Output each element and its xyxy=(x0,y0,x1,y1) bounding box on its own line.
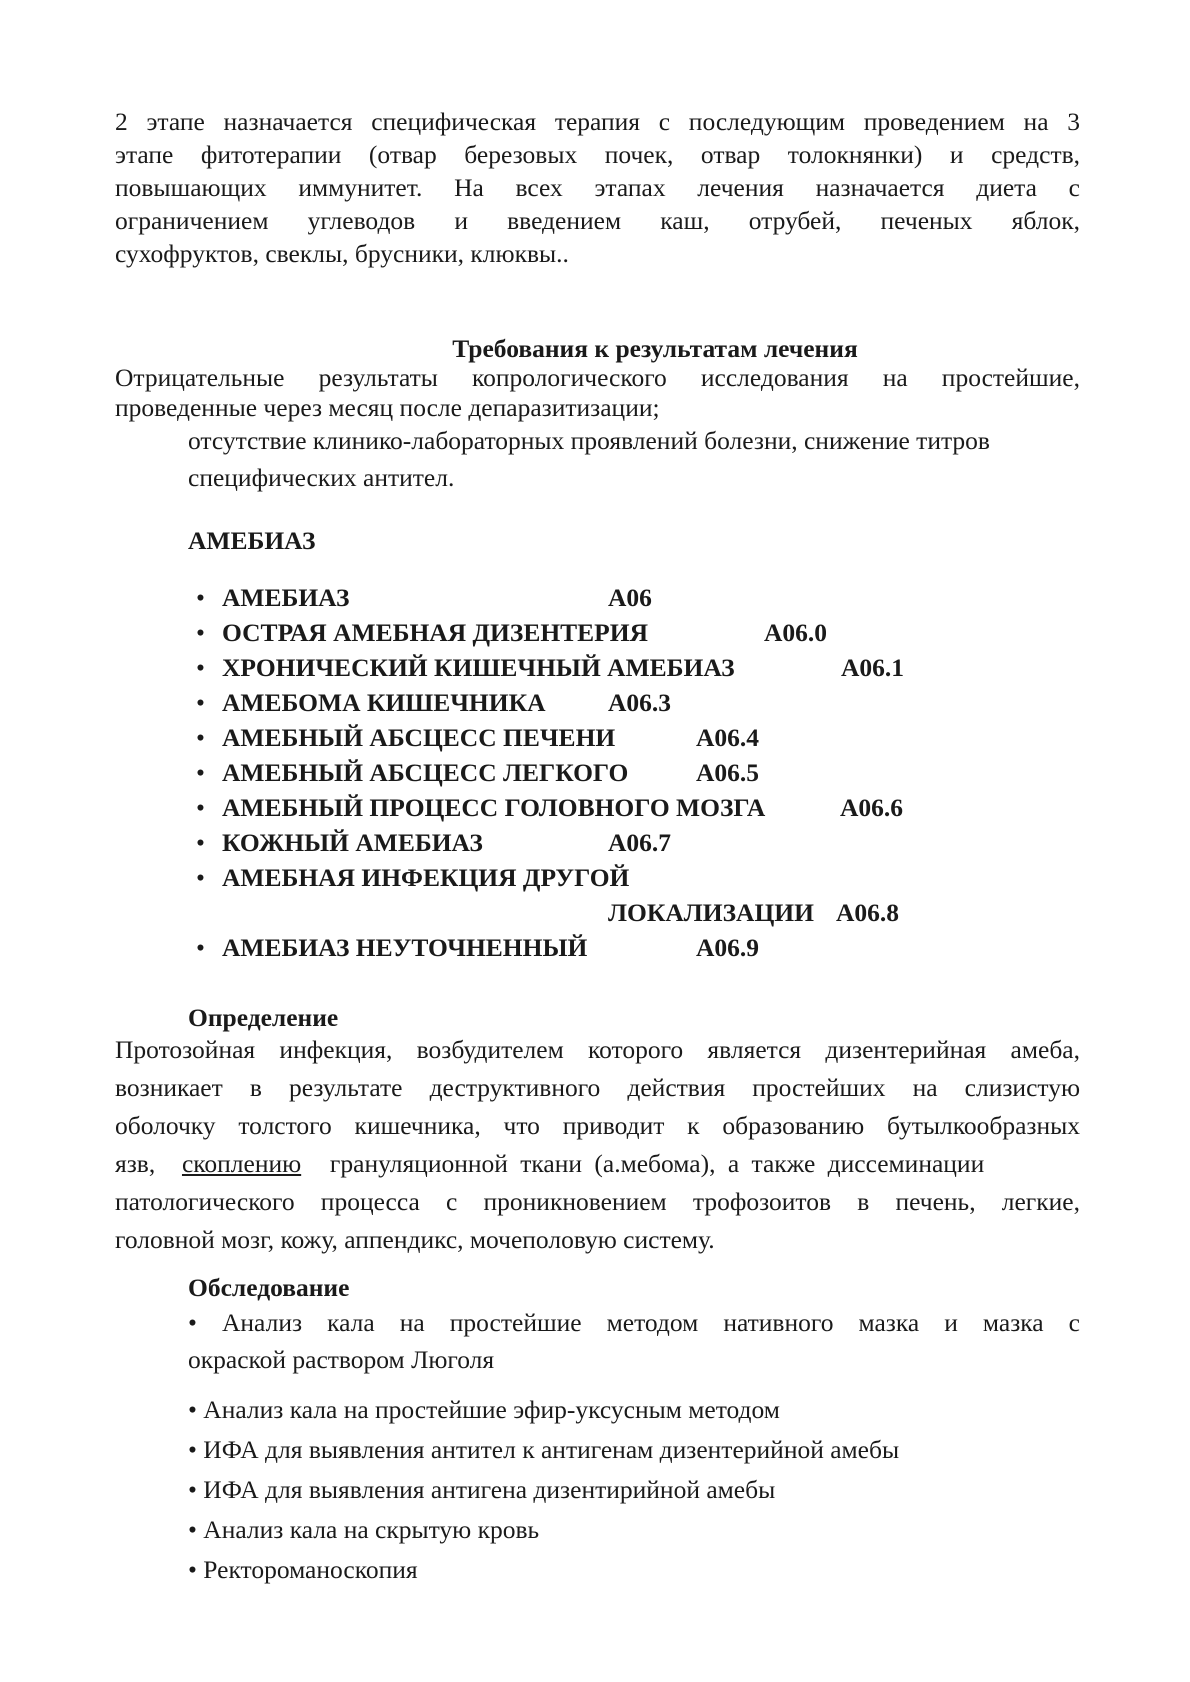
disease-name: ХРОНИЧЕСКИЙ КИШЕЧНЫЙ АМЕБИАЗ xyxy=(222,653,735,682)
definition-line-6: головной мозг, кожу, аппендикс, мочеполовую систему. xyxy=(115,1225,715,1254)
bullet-icon: • xyxy=(196,583,205,612)
intro-line-2: этапе фитотерапии (отвар березовых почек, отвар толокнянки) и средств, xyxy=(115,140,1080,169)
disease-name: АМЕБИАЗ НЕУТОЧНЕННЫЙ xyxy=(222,933,588,962)
disease-name: ЛОКАЛИЗАЦИИ xyxy=(608,898,814,927)
amebiasis-heading: АМЕБИАЗ xyxy=(188,526,316,555)
definition-line-1: Протозойная инфекция, возбудителем которого является дизентерийная амеба, xyxy=(115,1035,1080,1064)
disease-code: А06.3 xyxy=(608,688,672,717)
definition-line-4-rest: грануляционной ткани (а.мебома), а также диссеминации xyxy=(329,1149,985,1178)
bullet-icon: • xyxy=(196,723,205,752)
definition-line-5: патологического процесса с проникновением трофозоитов в печень, легкие, xyxy=(115,1187,1080,1216)
definition-underlined-word: скоплению xyxy=(181,1149,302,1178)
requirements-line-1: Отрицательные результаты копрологического исследования на простейшие, xyxy=(115,363,1080,392)
bullet-icon: • xyxy=(196,618,205,647)
exam-item-6: • Ректороманоскопия xyxy=(188,1555,418,1584)
disease-name: АМЕБНАЯ ИНФЕКЦИЯ ДРУГОЙ xyxy=(222,863,630,892)
definition-line-4-prefix: язв, xyxy=(115,1149,156,1178)
disease-code: А06.8 xyxy=(836,898,900,927)
intro-line-5: сухофруктов, свеклы, брусники, клюквы.. xyxy=(115,239,569,268)
bullet-icon: • xyxy=(196,688,205,717)
intro-line-1: 2 этапе назначается специфическая терапия с последующим проведением на 3 xyxy=(115,107,1080,136)
bullet-icon: • xyxy=(196,933,205,962)
bullet-icon: • xyxy=(196,758,205,787)
requirements-line-4: специфических антител. xyxy=(188,463,455,492)
exam-item-4: • ИФА для выявления антигена дизентирийной амебы xyxy=(188,1475,776,1504)
disease-name: АМЕБНЫЙ АБСЦЕСС ЛЕГКОГО xyxy=(222,758,629,787)
exam-item-1: • Анализ кала на простейшие методом нативного мазка и мазка с xyxy=(188,1308,1080,1337)
intro-line-4: ограничением углеводов и введением каш, отрубей, печеных яблок, xyxy=(115,206,1080,235)
disease-name: АМЕБИАЗ xyxy=(222,583,350,612)
disease-name: КОЖНЫЙ АМЕБИАЗ xyxy=(222,828,483,857)
bullet-icon: • xyxy=(196,793,205,822)
disease-code: А06.7 xyxy=(608,828,672,857)
definition-line-2: возникает в результате деструктивного действия простейших на слизистую xyxy=(115,1073,1080,1102)
examination-heading: Обследование xyxy=(188,1273,350,1302)
definition-line-4 xyxy=(115,1146,1080,1182)
requirements-line-3: отсутствие клинико-лабораторных проявлений болезни, снижение титров xyxy=(188,426,990,455)
disease-code: А06 xyxy=(608,583,652,612)
exam-item-2: • Анализ кала на простейшие эфир-уксусным методом xyxy=(188,1395,780,1424)
disease-code: А06.4 xyxy=(696,723,760,752)
disease-code: А06.0 xyxy=(764,618,828,647)
disease-name: АМЕБОМА КИШЕЧНИКА xyxy=(222,688,546,717)
disease-code: А06.9 xyxy=(696,933,760,962)
disease-name: АМЕБНЫЙ ПРОЦЕСС ГОЛОВНОГО МОЗГА xyxy=(222,793,766,822)
disease-name: ОСТРАЯ АМЕБНАЯ ДИЗЕНТЕРИЯ xyxy=(222,618,649,647)
exam-item-5: • Анализ кала на скрытую кровь xyxy=(188,1515,540,1544)
definition-line-3: оболочку толстого кишечника, что приводит к образованию бутылкообразных xyxy=(115,1111,1080,1140)
disease-name: АМЕБНЫЙ АБСЦЕСС ПЕЧЕНИ xyxy=(222,723,616,752)
disease-code: А06.5 xyxy=(696,758,760,787)
exam-item-1-continuation: окраской раствором Люголя xyxy=(188,1345,495,1374)
disease-code: А06.6 xyxy=(840,793,904,822)
requirements-title: Требования к результатам лечения xyxy=(452,334,858,363)
bullet-icon: • xyxy=(196,653,205,682)
disease-code: А06.1 xyxy=(841,653,905,682)
intro-line-3: повышающих иммунитет. На всех этапах лечения назначается диета с xyxy=(115,173,1080,202)
bullet-icon: • xyxy=(196,863,205,892)
bullet-icon: • xyxy=(196,828,205,857)
requirements-line-2: проведенные через месяц после депаразитизации; xyxy=(115,393,660,422)
exam-item-3: • ИФА для выявления антител к антигенам дизентерийной амебы xyxy=(188,1435,900,1464)
definition-heading: Определение xyxy=(188,1003,339,1032)
